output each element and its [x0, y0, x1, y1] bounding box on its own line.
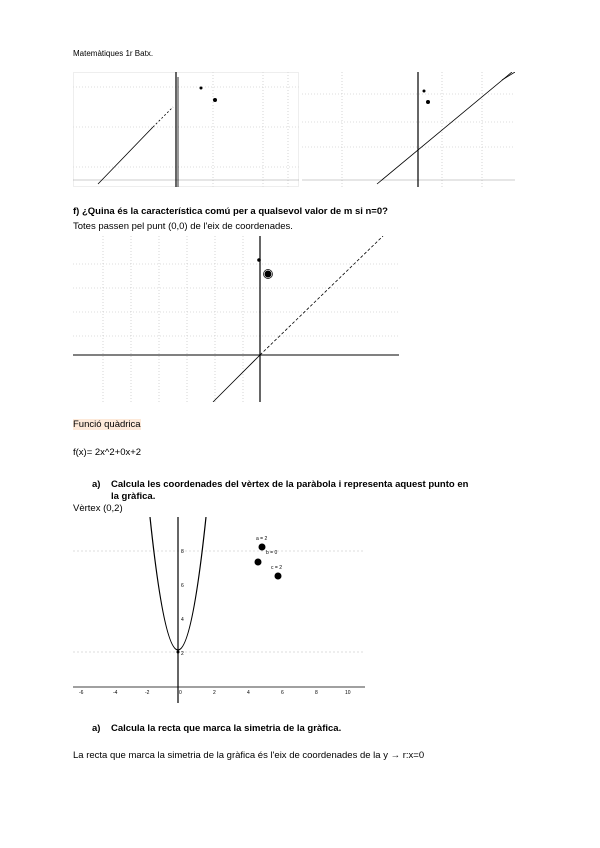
function-expression: f(x)= 2x^2+0x+2: [73, 447, 142, 458]
question-a2: Calcula la recta que marca la simetria de la gràfica.: [111, 723, 342, 734]
x-tick: -6: [79, 690, 84, 696]
y-tick: 8: [181, 549, 184, 555]
x-tick: 8: [315, 690, 318, 696]
question-f: f) ¿Quina és la característica comú per a qualsevol valor de m si n=0?: [73, 206, 388, 217]
graph-lines-2: [302, 72, 515, 187]
question-a1-label: a): [92, 479, 101, 490]
graph-origin-lines: [73, 236, 399, 402]
x-tick: 2: [213, 690, 216, 696]
question-a1-line1: Calcula les coordenades del vèrtex de la paràbola i representa aquest punto en: [111, 479, 469, 490]
slider-label-b: b = 0: [266, 550, 278, 556]
section-title: Funció quàdrica: [73, 419, 141, 430]
graph-lines-1: [73, 72, 299, 187]
slider-point: [423, 90, 426, 93]
x-tick: -4: [113, 690, 118, 696]
slider-point-c: [275, 573, 282, 580]
x-tick: -2: [145, 690, 150, 696]
x-tick: 0: [179, 690, 182, 696]
answer-f: Totes passen pel punt (0,0) de l'eix de coordenades.: [73, 221, 293, 232]
y-tick: 6: [181, 583, 184, 589]
slider-point: [200, 87, 203, 90]
slider-point: [426, 100, 430, 104]
question-a2-label: a): [92, 723, 101, 734]
answer-vertex: Vèrtex (0,2): [73, 503, 123, 514]
slider-point: [257, 258, 261, 262]
page-header: Matemàtiques 1r Batx.: [73, 49, 154, 58]
question-a1-line2: la gràfica.: [111, 491, 156, 502]
slider-point: [213, 98, 217, 102]
slider-label-a: a = 2: [256, 536, 268, 542]
y-tick: 2: [181, 651, 184, 657]
answer-symmetry: La recta que marca la simetria de la gràfica és l'eix de coordenades de la y → r:x=0: [73, 750, 425, 761]
slider-label-c: c = 2: [271, 565, 282, 571]
vertex-point: [177, 651, 180, 654]
x-tick: 6: [281, 690, 284, 696]
x-tick: 10: [345, 690, 351, 696]
graph-parabola: [73, 517, 365, 703]
slider-point-b: [255, 559, 262, 566]
slider-point: [265, 271, 271, 277]
x-tick: 4: [247, 690, 250, 696]
y-tick: 4: [181, 617, 184, 623]
slider-point-a: [259, 544, 266, 551]
